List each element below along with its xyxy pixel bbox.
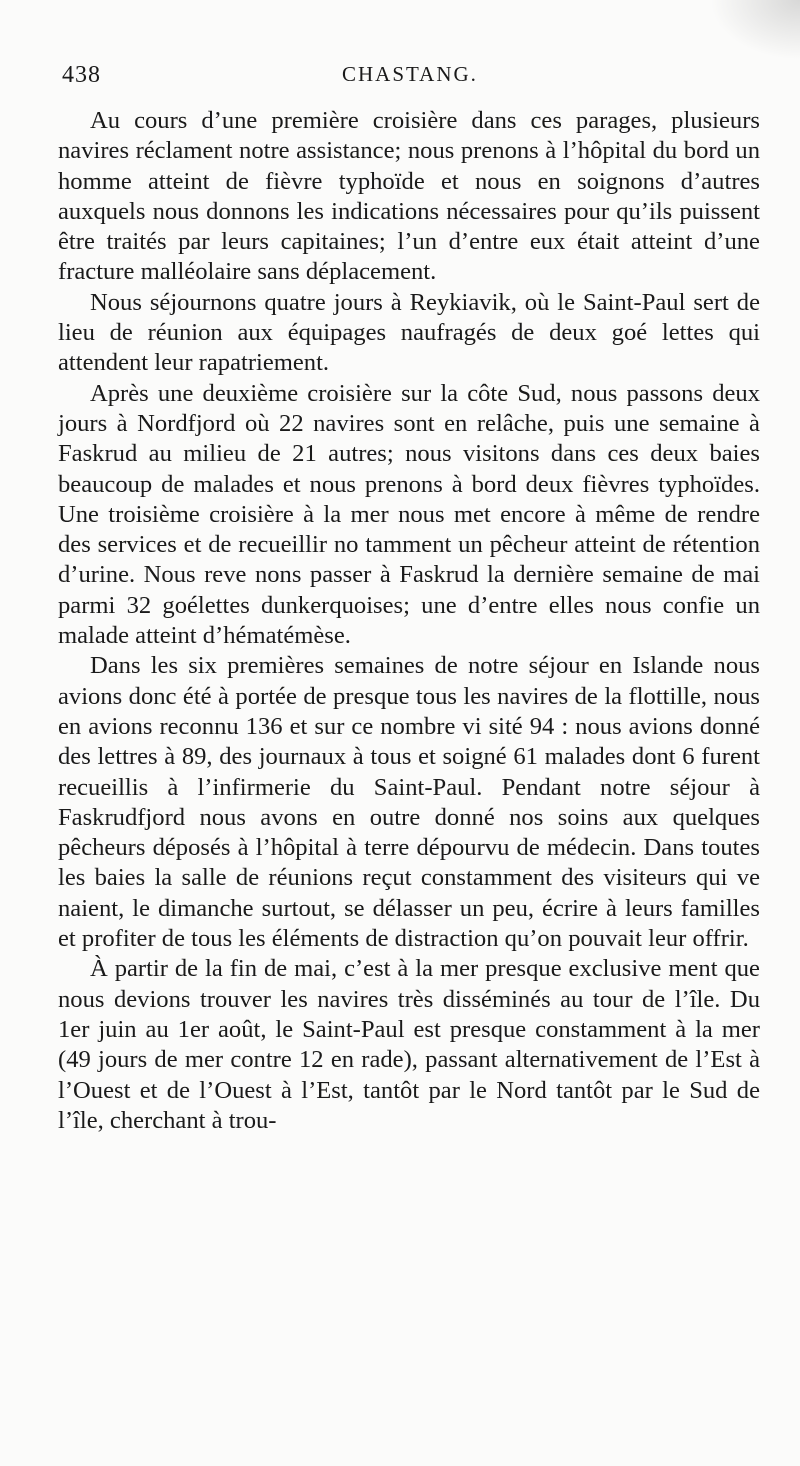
text-line: Dans les six premières semaines de notre séjour en Islande [90,652,714,680]
text-line: 32 goélettes dunkerquoises; une d’entre elles nous confie un [126,591,760,619]
text-line: l’hôpital à terre dépourvu de médecin. Dans toutes les baies [58,834,761,892]
text-line: semaine à Faskrud au milieu de 21 autres; nous visitons dans [58,409,760,468]
text-line: du Saint-Paul. Pendant notre séjour à Faskrudfjord nous avons [58,773,760,831]
text-line: Au cours d’une première croisière dans ces parages, plusieurs [90,107,760,134]
page-number: 438 [62,62,101,88]
text-line: tous et soigné 61 malades dont 6 furent recueillis à l’infirmerie [58,743,760,801]
paragraph [58,379,760,652]
text-line: Après une deuxième croisière sur la côte Sud, nous passons [90,379,713,407]
text-line: Nous séjournons quatre jours à Reykiavik, où le Saint-Paul [90,288,694,316]
text-line: ment que nous devions trouver les navires très disséminés au [58,955,760,1013]
text-line: la salle de réunions reçut constamment des visiteurs qui ve [154,864,760,892]
text-line: tour de l’île. Du 1er juin au 1er août, le Saint-Paul est presque [58,985,760,1043]
paragraph [58,954,760,1136]
text-line: constamment à la mer (49 jours de mer contre 12 en rade), [58,1015,760,1074]
text-line: malade atteint d’hématémèse. [58,622,351,650]
text-line: la flottille, nous en avions reconnu 136 et sur ce nombre vi [58,682,760,740]
scan-shadow [710,0,800,60]
text-line: tamment un pêcheur atteint de rétention d’urine. Nous reve [58,531,761,589]
text-line: naient, le dimanche surtout, se délasser un peu, écrire à leurs [58,894,681,922]
text-line: était atteint d’une fracture malléolaire sans déplacement. [58,228,760,286]
text-line: pouvait leur offrir. [568,925,749,953]
running-title: CHASTANG. [342,62,478,86]
text-line: d’autres auxquels nous donnons les indications nécessaires pour [58,167,760,225]
text-line: nous avions donc été à portée de presque tous les navires de [58,652,760,710]
text-line: navires réclament notre assistance; nous prenons à l’hôpital du [58,137,684,165]
paragraph [58,651,760,954]
text-line: bord un homme atteint de fièvre typhoïde et nous en soignons [58,137,761,195]
text-line: lettes qui attendent leur rapatriement. [58,319,760,377]
text-line: À partir de la fin de mai, c’est à la mer presque exclusive [90,955,662,983]
text-line: familles et profiter de tous les éléments de distraction qu’on [58,894,760,953]
text-line: deux jours à Nordfjord où 22 navires sont en relâche, puis une [58,379,760,437]
text-body [58,106,760,1136]
paragraph [58,106,760,288]
text-line: met encore à même de rendre des services et de recueillir no [58,500,760,559]
text-line: ces deux baies beaucoup de malades et nous prenons à bord [58,440,760,498]
text-line: deux fièvres typhoïdes. Une troisième croisière à la mer nous [58,470,760,528]
text-line: nons passer à Faskrud la dernière semaine de mai parmi [58,561,760,619]
running-head [62,62,762,94]
text-line: tantôt par le Nord tantôt par le Sud de l’île, cherchant à trou- [58,1076,760,1134]
text-line: en outre donné nos soins aux quelques pêcheurs déposés à [58,803,760,862]
paragraph [58,288,760,379]
text-line: qu’ils puissent être traités par leurs capitaines; l’un d’entre eux [58,197,760,256]
text-line: sert de lieu de réunion aux équipages naufragés de deux goé [58,288,760,347]
text-line: sité 94 : nous avions donné des lettres à 89, des journaux à [58,712,760,771]
text-line: passant alternativement de l’Est à l’Ouest et de l’Ouest à l’Est, [58,1046,760,1104]
